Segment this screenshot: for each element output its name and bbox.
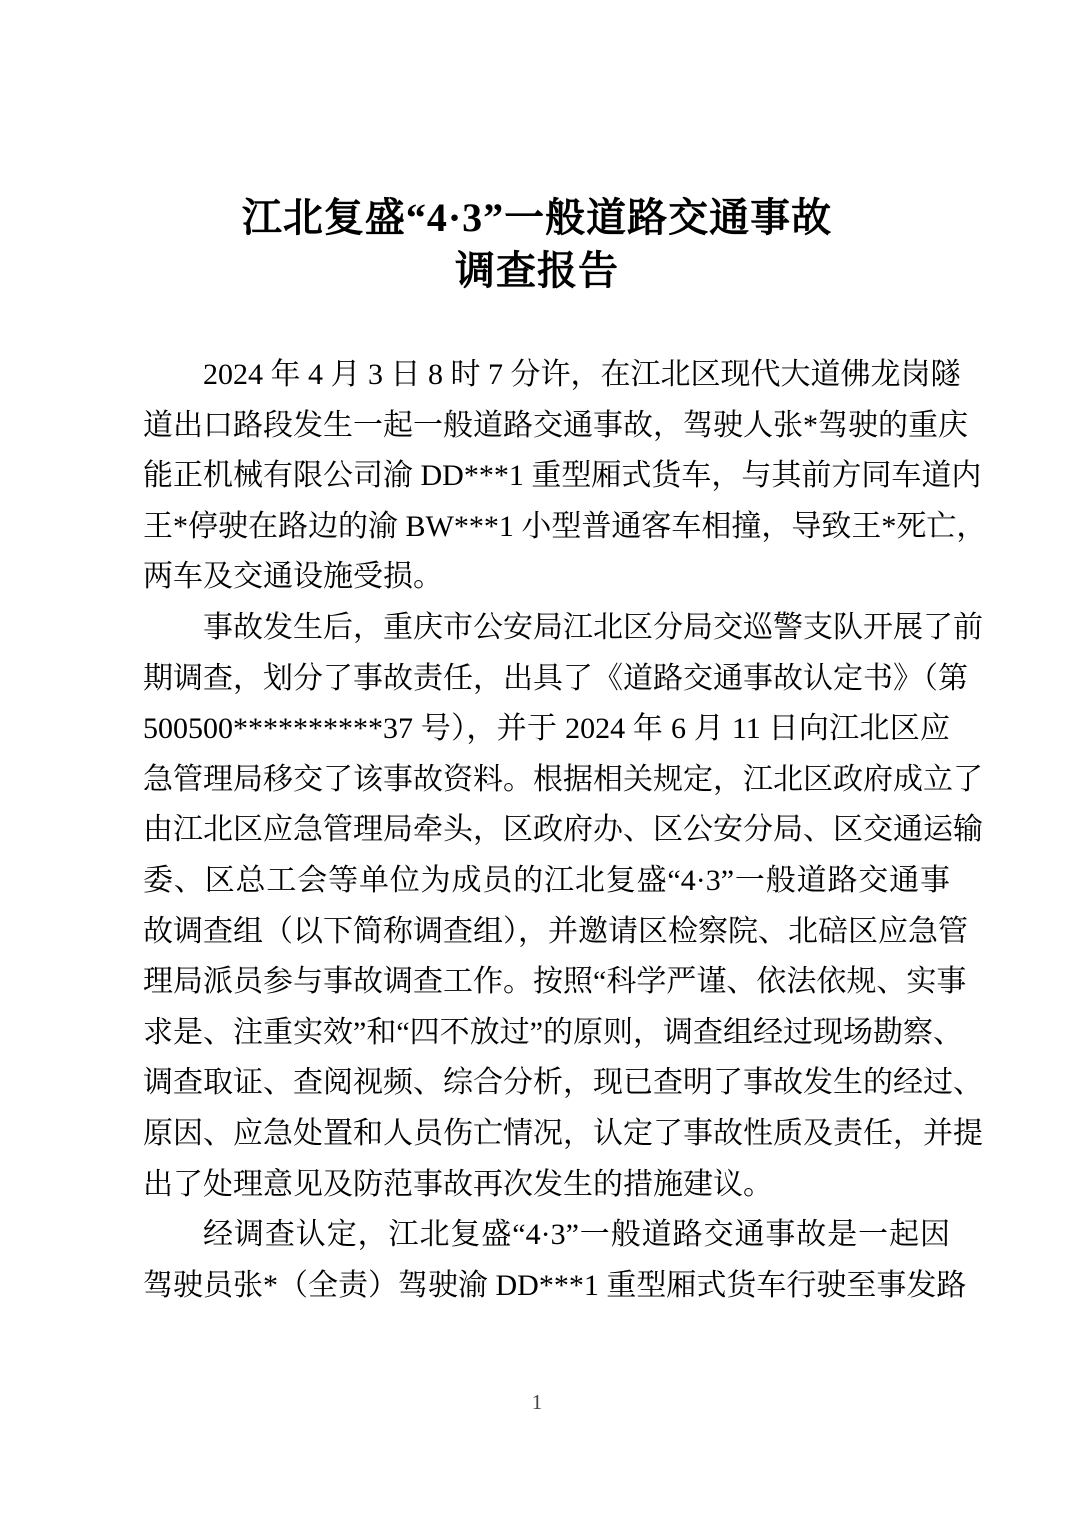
paragraph [143,603,983,1210]
body-line: 急管理局移交了该事故资料。根据相关规定，江北区政府成立了 [143,762,983,796]
page-number: 1 [531,1390,543,1414]
body-line: 两车及交通设施受损。 [143,560,443,594]
report-body [143,350,987,1311]
body-line: 出了处理意见及防范事故再次发生的措施建议。 [143,1167,773,1201]
body-line: 王*停驶在路边的渝 BW***1 小型普通客车相撞，导致王*死亡， [143,509,987,543]
body-line: 委、区总工会等单位为成员的江北复盛“4·3”一般道路交通事 [143,863,950,897]
report-title [0,191,1074,297]
body-line: 道出口路段发生一起一般道路交通事故，驾驶人张*驾驶的重庆 [143,408,968,442]
body-line: 能正机械有限公司渝 DD***1 重型厢式货车，与其前方同车道内 [143,459,982,493]
report-title-line-1: 江北复盛“4·3”一般道路交通事故 [241,195,833,240]
body-line: 驾驶员张*（全责）驾驶渝 DD***1 重型厢式货车行驶至事发路 [143,1268,967,1302]
body-line: 调查取证、查阅视频、综合分析，现已查明了事故发生的经过、 [143,1066,983,1100]
paragraph [143,1210,967,1311]
paragraph [143,350,987,603]
body-line: 原因、应急处置和人员伤亡情况，认定了事故性质及责任，并提 [143,1116,983,1150]
body-line: 求是、注重实效”和“四不放过”的原则，调查组经过现场勘察、 [143,1015,963,1049]
report-title-line-2: 调查报告 [455,248,619,293]
body-line: 500500**********37 号），并于 2024 年 6 月 11 日向江北区应 [143,712,950,746]
body-line: 故调查组（以下简称调查组），并邀请区检察院、北碚区应急管 [143,914,968,948]
body-line: 经调查认定，江北复盛“4·3”一般道路交通事故是一起因 [203,1218,950,1252]
body-line: 理局派员参与事故调查工作。按照“科学严谨、依法依规、实事 [143,965,967,999]
body-line: 2024 年 4 月 3 日 8 时 7 分许，在江北区现代大道佛龙岗隧 [203,358,961,391]
body-line: 期调查，划分了事故责任，出具了《道路交通事故认定书》（第 [143,661,968,695]
body-line: 事故发生后，重庆市公安局江北区分局交巡警支队开展了前 [203,610,983,644]
body-line: 由江北区应急管理局牵头，区政府办、区公安分局、区交通运输 [143,813,983,847]
